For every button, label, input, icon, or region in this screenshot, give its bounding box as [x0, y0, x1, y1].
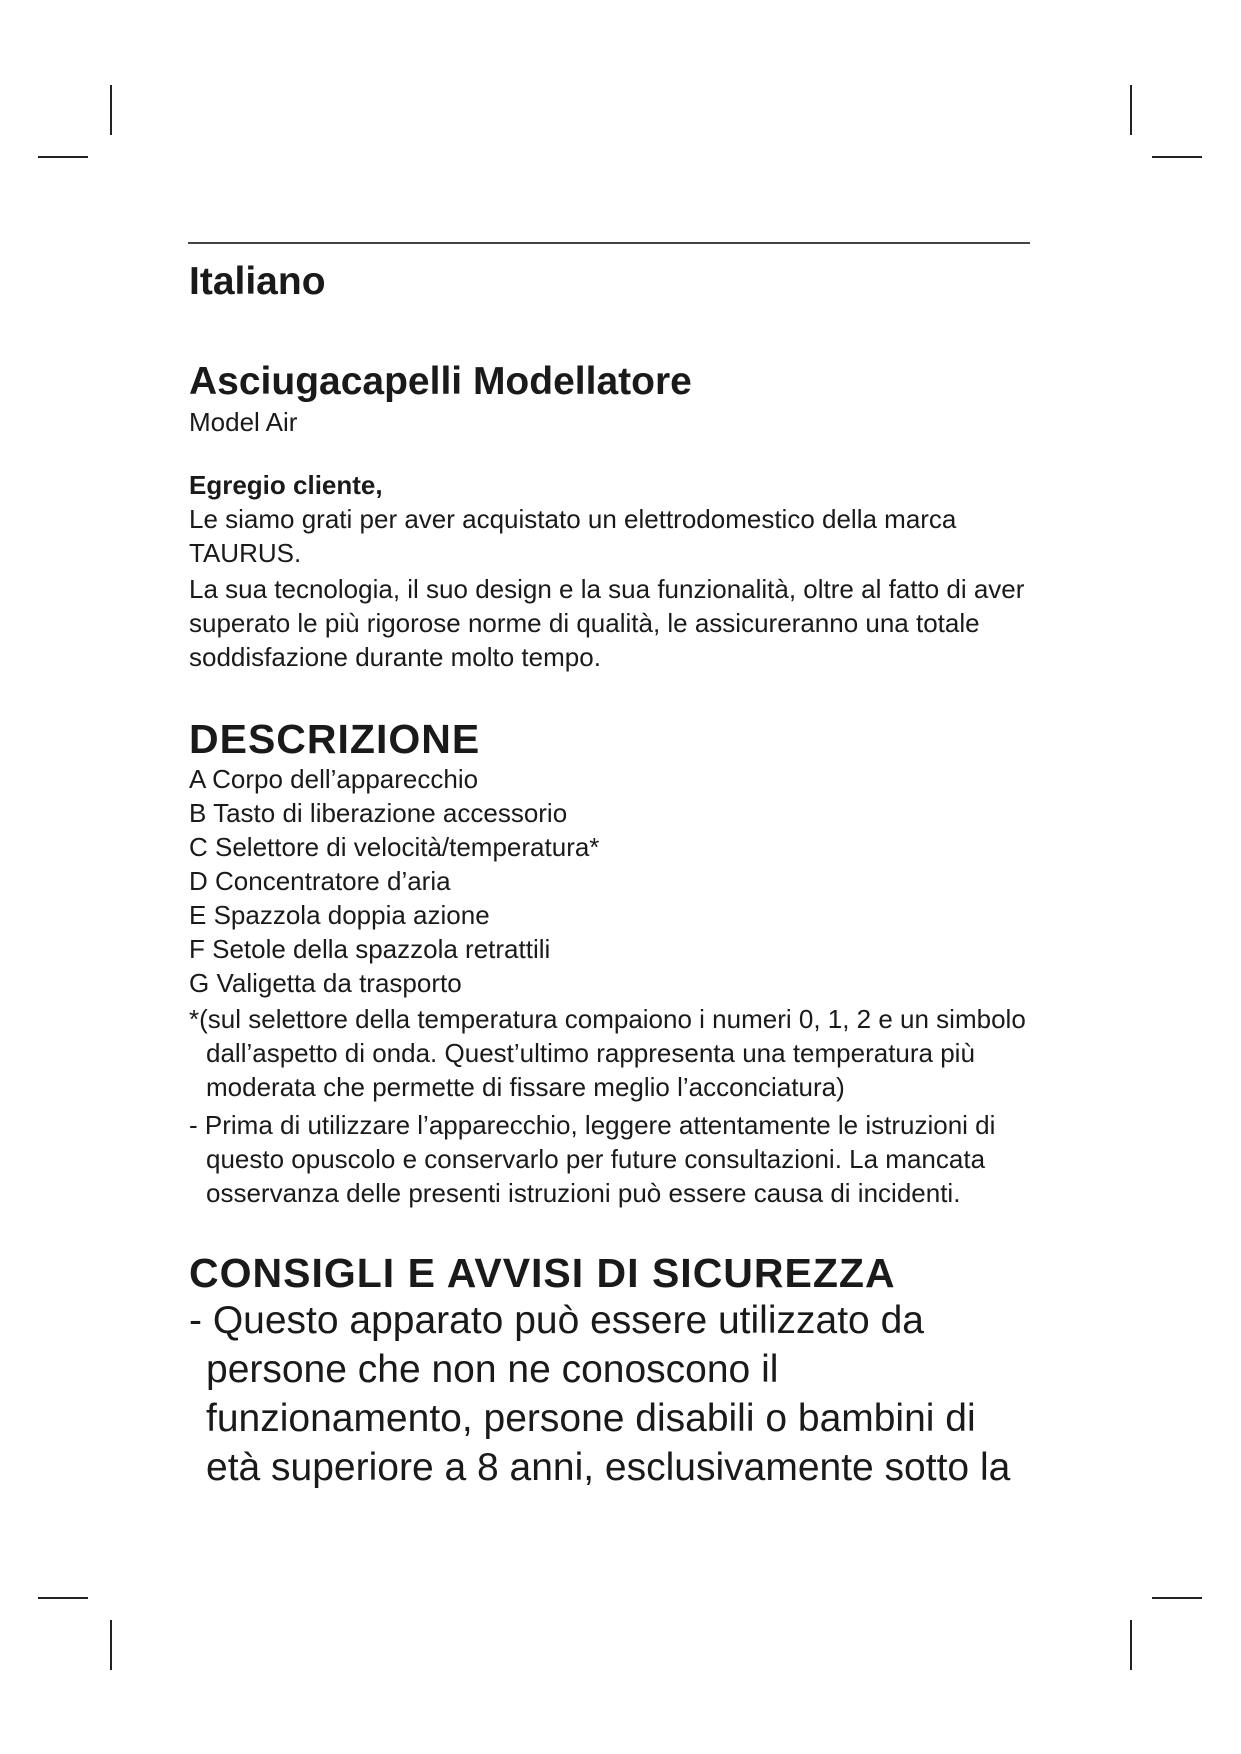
crop-mark-bottom-left-horizontal — [38, 1597, 88, 1599]
parts-list-item: E Spazzola doppia azione — [189, 900, 490, 930]
parts-list-item: C Selettore di velocità/temperatura* — [189, 832, 600, 862]
intro-paragraph: La sua tecnologia, il suo design e la sua funzionalità, oltre al fatto di aver superato le più rigorose norme di qualità, le assicureranno una totale soddisfazione durante molto tempo. — [189, 574, 1025, 672]
crop-mark-bottom-right-vertical — [1130, 1620, 1132, 1670]
crop-mark-bottom-right-horizontal — [1152, 1597, 1202, 1599]
parts-list-item: D Concentratore d’aria — [189, 866, 451, 896]
intro-paragraph: Le siamo grati per aver acquistato un elettrodomestico della marca TAURUS. — [189, 504, 957, 568]
parts-list-item: B Tasto di liberazione accessorio — [189, 798, 568, 828]
crop-mark-top-right-horizontal — [1152, 156, 1202, 158]
language-heading: Italiano — [189, 260, 326, 303]
parts-list — [189, 762, 1039, 1000]
greeting: Egregio cliente, — [189, 470, 383, 500]
temperature-footnote: *(sul selettore della temperatura compaiono i numeri 0, 1, 2 e un simbolo dall’aspetto di onda. Quest’ultimo rappresenta una temperatura più moderata che permette di fissare meglio l’acconciatura) — [189, 1004, 1026, 1102]
parts-list-item: G Valigetta da trasporto — [189, 968, 462, 998]
crop-mark-bottom-left-vertical — [110, 1620, 112, 1670]
product-model: Model Air — [189, 407, 298, 437]
parts-list-item: A Corpo dell’apparecchio — [189, 764, 479, 794]
safety-bullet: - Questo apparato può essere utilizzato da persone che non ne conoscono il funzionamento, persone disabili o bambini di età superiore a 8 anni, esclusivamente sotto la — [189, 1299, 1011, 1489]
crop-mark-top-left-horizontal — [38, 156, 88, 158]
crop-mark-top-right-vertical — [1130, 85, 1132, 135]
description-heading: DESCRIZIONE — [189, 716, 481, 762]
crop-mark-top-left-vertical — [110, 85, 112, 135]
parts-list-item: F Setole della spazzola retrattili — [189, 934, 551, 964]
product-title: Asciugacapelli Modellatore — [189, 360, 692, 403]
safety-heading: CONSIGLI E AVVISI DI SICUREZZA — [189, 1250, 896, 1296]
header-rule — [188, 242, 1030, 244]
instructions-warning: - Prima di utilizzare l’apparecchio, leggere attentamente le istruzioni di questo opuscolo e conservarlo per future consultazioni. La mancata osservanza delle presenti istruzioni può essere causa di incidenti. — [189, 1110, 996, 1208]
page-content — [189, 258, 1039, 1492]
